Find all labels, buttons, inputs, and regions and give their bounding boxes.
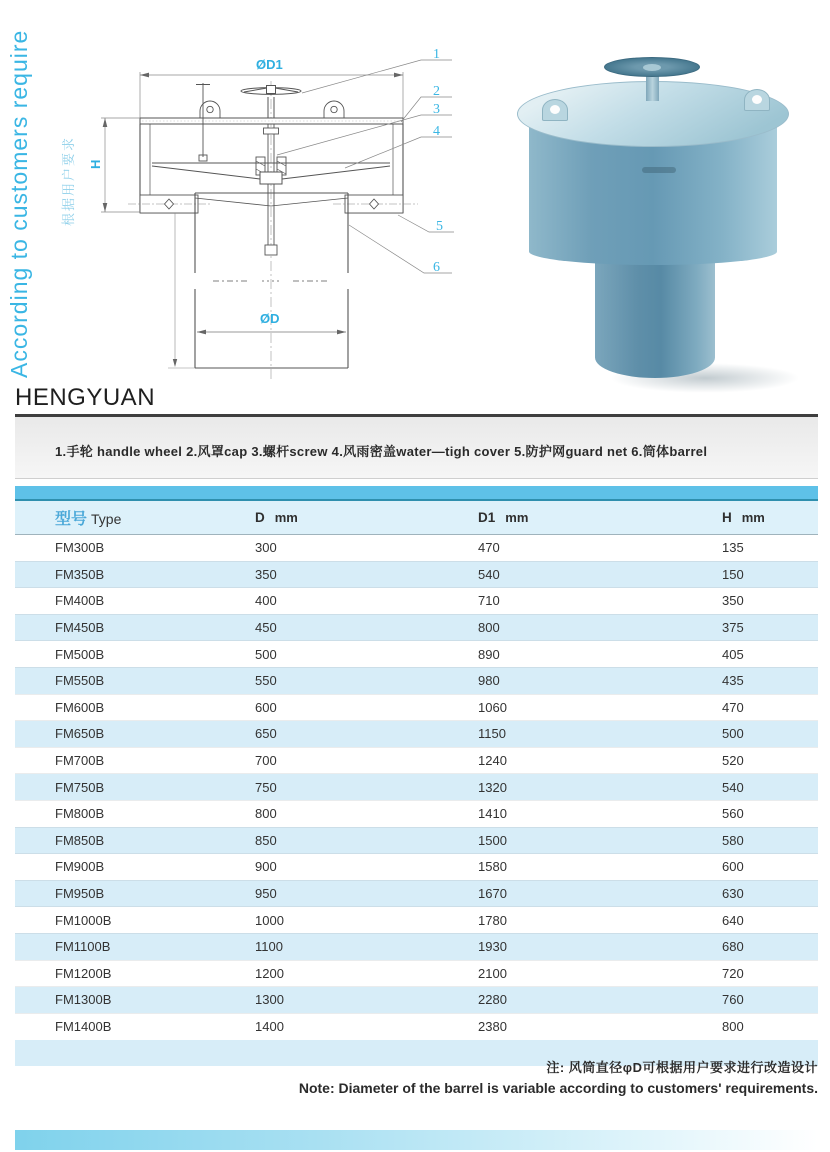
model-cell: FM450B	[55, 620, 105, 636]
table-row	[15, 588, 818, 615]
value-cell: 150	[722, 566, 744, 582]
model-cell: FM1200B	[55, 965, 112, 981]
mounting-brackets	[128, 195, 418, 213]
callout-4: 4	[433, 124, 440, 139]
value-cell: 800	[478, 620, 500, 636]
value-cell: 640	[722, 912, 744, 928]
value-cell: 1200	[255, 965, 284, 981]
table-row	[15, 960, 818, 987]
table-row	[15, 1013, 818, 1039]
vertical-note-chinese: 根据用户要求	[61, 135, 76, 226]
model-cell: FM700B	[55, 753, 105, 769]
value-cell: 1060	[478, 699, 507, 715]
photo-lug-left	[542, 99, 568, 121]
table-row	[15, 614, 818, 641]
value-cell: 600	[255, 699, 277, 715]
model-cell: FM550B	[55, 673, 105, 689]
model-cell: FM500B	[55, 646, 105, 662]
lifting-lugs	[200, 101, 344, 118]
value-cell: 300	[255, 540, 277, 556]
table-row	[15, 800, 818, 827]
label-d: ØD	[260, 311, 280, 326]
spec-table	[15, 501, 818, 1039]
table-header-row	[15, 501, 818, 535]
value-cell: 405	[722, 646, 744, 662]
callout-5: 5	[436, 219, 443, 234]
table-row	[15, 561, 818, 588]
value-cell: 720	[722, 965, 744, 981]
model-cell: FM950B	[55, 886, 105, 902]
header-type	[15, 501, 215, 535]
photo-lug-right	[744, 89, 770, 111]
value-cell: 1000	[255, 912, 284, 928]
note-chinese: 注: 风筒直径φD可根据用户要求进行改造设计	[546, 1060, 818, 1075]
callout-1: 1	[433, 47, 440, 62]
header-d: D mm	[215, 501, 438, 535]
value-cell: 2100	[478, 965, 507, 981]
table-row	[15, 747, 818, 774]
callout-2: 2	[433, 84, 440, 99]
value-cell: 540	[478, 566, 500, 582]
table-body	[15, 535, 818, 1040]
model-cell: FM1300B	[55, 992, 112, 1008]
vertical-note-english: According to customers require	[6, 29, 32, 378]
value-cell: 600	[722, 859, 744, 875]
model-cell: FM850B	[55, 832, 105, 848]
value-cell: 435	[722, 673, 744, 689]
table-row	[15, 854, 818, 881]
value-cell: 1100	[255, 939, 283, 955]
value-cell: 800	[722, 1018, 744, 1034]
table-row	[15, 721, 818, 748]
note-english: Note: Diameter of the barrel is variable according to customers' requirements.	[298, 1080, 818, 1097]
value-cell: 630	[722, 886, 744, 902]
bottom-accent-band	[15, 1130, 818, 1150]
table-row	[15, 641, 818, 668]
value-cell: 980	[478, 673, 500, 689]
value-cell: 550	[255, 673, 277, 689]
value-cell: 1300	[255, 992, 284, 1008]
value-cell: 680	[722, 939, 744, 955]
value-cell: 760	[722, 992, 744, 1008]
callout-3: 3	[433, 102, 440, 117]
dimension-h	[101, 118, 195, 368]
value-cell: 1400	[255, 1018, 284, 1034]
value-cell: 450	[255, 620, 277, 636]
photo-handwheel	[604, 57, 700, 77]
value-cell: 1240	[478, 753, 507, 769]
value-cell: 900	[255, 859, 277, 875]
technical-drawing	[88, 45, 460, 387]
value-cell: 350	[255, 566, 277, 582]
model-cell: FM300B	[55, 540, 105, 556]
header-h: H mm	[682, 501, 818, 535]
header-type-zh: 型号	[55, 511, 88, 528]
value-cell: 520	[722, 753, 744, 769]
model-cell: FM400B	[55, 593, 105, 609]
header-d1: D1 mm	[438, 501, 682, 535]
parts-legend: 1.手轮 handle wheel 2.风罩cap 3.螺杆screw 4.风雨密盖water—tigh cover 5.防护网guard net 6.筒体barrel	[55, 444, 708, 459]
model-cell: FM600B	[55, 699, 105, 715]
value-cell: 540	[722, 779, 744, 795]
value-cell: 375	[722, 620, 744, 636]
model-cell: FM900B	[55, 859, 105, 875]
barrel	[195, 193, 348, 368]
value-cell: 470	[722, 699, 744, 715]
value-cell: 1670	[478, 886, 507, 902]
value-cell: 710	[478, 593, 500, 609]
model-cell: FM1000B	[55, 912, 112, 928]
model-cell: FM800B	[55, 806, 105, 822]
product-photo	[500, 45, 815, 385]
photo-nameplate	[642, 167, 676, 173]
footnotes	[299, 1058, 818, 1100]
model-cell: FM650B	[55, 726, 105, 742]
value-cell: 500	[255, 646, 277, 662]
value-cell: 350	[722, 593, 744, 609]
label-d1: ØD1	[256, 57, 283, 72]
value-cell: 580	[722, 832, 744, 848]
table-row	[15, 535, 818, 562]
table-row	[15, 907, 818, 934]
value-cell: 1320	[478, 779, 507, 795]
value-cell: 2280	[478, 992, 507, 1008]
label-h: H	[88, 159, 103, 169]
table-row	[15, 880, 818, 907]
callout-6: 6	[433, 260, 440, 275]
value-cell: 135	[722, 540, 744, 556]
value-cell: 890	[478, 646, 500, 662]
model-cell: FM750B	[55, 779, 105, 795]
value-cell: 500	[722, 726, 744, 742]
value-cell: 1580	[478, 859, 507, 875]
parts-legend-band	[15, 417, 818, 479]
value-cell: 850	[255, 832, 277, 848]
dimension-d1	[140, 72, 403, 118]
table-row	[15, 667, 818, 694]
table-row	[15, 987, 818, 1014]
spec-table-wrap	[15, 501, 818, 1066]
value-cell: 1780	[478, 912, 507, 928]
callout-leaders	[277, 60, 454, 273]
value-cell: 560	[722, 806, 744, 822]
table-row	[15, 933, 818, 960]
value-cell: 800	[255, 806, 277, 822]
value-cell: 950	[255, 886, 277, 902]
value-cell: 700	[255, 753, 277, 769]
table-row	[15, 827, 818, 854]
model-cell: FM1400B	[55, 1018, 112, 1034]
brand-title: HENGYUAN	[15, 384, 156, 411]
value-cell: 470	[478, 540, 500, 556]
cap-top-plate	[140, 118, 403, 124]
model-cell: FM350B	[55, 566, 105, 582]
model-cell: FM1100B	[55, 939, 111, 955]
photo-barrel	[595, 250, 715, 378]
value-cell: 2380	[478, 1018, 507, 1034]
table-top-bar	[15, 486, 818, 501]
value-cell: 750	[255, 779, 277, 795]
value-cell: 400	[255, 593, 277, 609]
value-cell: 1410	[478, 806, 507, 822]
table-row	[15, 774, 818, 801]
value-cell: 1930	[478, 939, 507, 955]
value-cell: 650	[255, 726, 277, 742]
header-type-en: Type	[91, 511, 122, 527]
table-row	[15, 694, 818, 721]
value-cell: 1500	[478, 832, 507, 848]
value-cell: 1150	[478, 726, 506, 742]
